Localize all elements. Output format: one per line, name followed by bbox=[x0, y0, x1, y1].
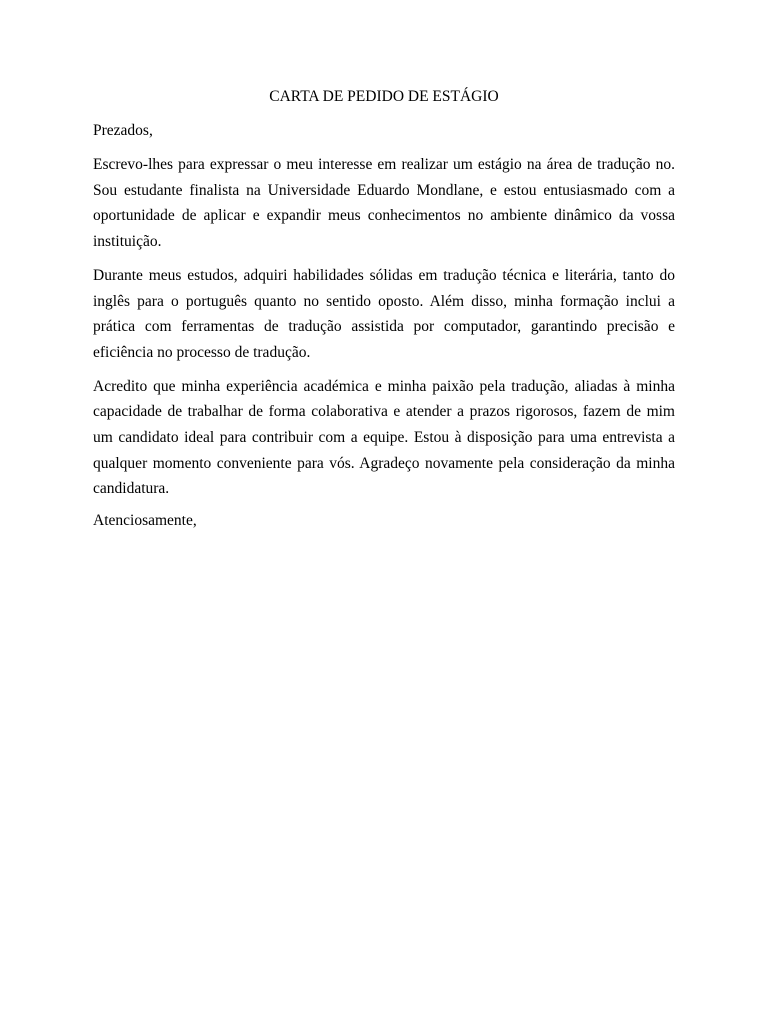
letter-body bbox=[93, 86, 675, 532]
letter-paragraph-skills: Durante meus estudos, adquiri habilidades sólidas em tradução técnica e literária, tanto do inglês para o português quanto no sentido oposto. Além disso, minha formação inclui a prática com ferramentas de tradução assistida por computador, garantindo precisão e eficiência no processo de tradução. bbox=[93, 266, 675, 361]
letter-closing: Atenciosamente, bbox=[93, 512, 197, 530]
letter-paragraph-intro: Escrevo-lhes para expressar o meu interesse em realizar um estágio na área de tradução no. Sou estudante finalista na Universidade Eduardo Mondlane, e estou entusiasmado com a oportunidade de aplicar e expandir meus conhecimentos no ambiente dinâmico da vossa instituição. bbox=[93, 156, 675, 251]
letter-title: CARTA DE PEDIDO DE ESTÁGIO bbox=[269, 88, 499, 105]
letter-salutation: Prezados, bbox=[93, 122, 153, 139]
letter-paragraph-conclusion: Acredito que minha experiência académica e minha paixão pela tradução, aliadas à minha capacidade de trabalhar de forma colaborativa e atender a prazos rigorosos, fazem de mim um candidato ideal para contribuir com a equipe. Estou à disposição para uma entrevista a qualquer momento conveniente para vós. Agradeço novamente pela consideração da minha candidatura. bbox=[93, 377, 675, 498]
